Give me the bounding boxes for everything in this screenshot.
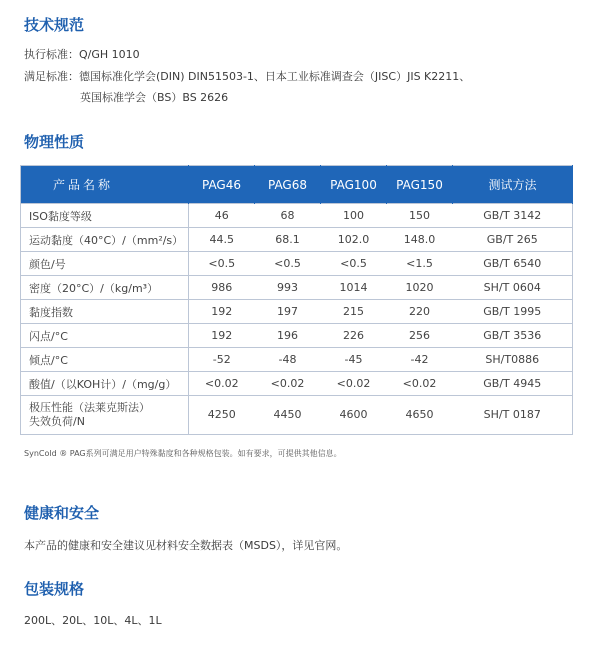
packaging-heading: 包装规格 (24, 580, 85, 598)
cell: 102.0 (321, 228, 387, 252)
row-name: 运动黏度（40°C）/（mm²/s） (21, 228, 189, 252)
cell-method: GB/T 3536 (453, 324, 573, 348)
cell: 150 (387, 204, 453, 228)
cell: 1020 (387, 276, 453, 300)
header-pag150: PAG150 (387, 166, 453, 204)
table-footnote: SynCold ® PAG系列可满足用户特殊黏度和各种规格包装。如有要求，可提供其他信息。 (24, 449, 342, 458)
physical-properties-heading: 物理性质 (24, 133, 85, 151)
cell: 192 (189, 300, 255, 324)
table-row (21, 396, 573, 435)
header-pag46: PAG46 (189, 166, 255, 204)
table-header-row (21, 166, 573, 204)
cell: -52 (189, 348, 255, 372)
table-row (21, 252, 573, 276)
health-safety-text: 本产品的健康和安全建议见材料安全数据表（MSDS），详见官网。 (24, 539, 348, 552)
cell: 100 (321, 204, 387, 228)
cell-method: GB/T 3142 (453, 204, 573, 228)
cell-method: GB/T 1995 (453, 300, 573, 324)
row-name: 闪点/°C (21, 324, 189, 348)
exec-standard: 执行标准：Q/GH 1010 (24, 48, 140, 61)
cell: 196 (255, 324, 321, 348)
table-row (21, 276, 573, 300)
cell: 256 (387, 324, 453, 348)
cell: <0.02 (321, 372, 387, 396)
cell: 4650 (387, 396, 453, 435)
cell-method: GB/T 265 (453, 228, 573, 252)
row-name: 颜色/号 (21, 252, 189, 276)
tech-spec-heading: 技术规范 (24, 16, 85, 34)
cell: -42 (387, 348, 453, 372)
cell: 226 (321, 324, 387, 348)
cell: 986 (189, 276, 255, 300)
header-pag100: PAG100 (321, 166, 387, 204)
meets-standard-line2: 英国标准学会（BS）BS 2626 (80, 91, 229, 104)
cell: <0.5 (189, 252, 255, 276)
cell-method: SH/T0886 (453, 348, 573, 372)
properties-table (20, 165, 573, 435)
packaging-text: 200L、20L、10L、4L、1L (24, 614, 162, 627)
cell: 46 (189, 204, 255, 228)
cell-method: SH/T 0187 (453, 396, 573, 435)
table-row (21, 204, 573, 228)
cell: 4450 (255, 396, 321, 435)
header-test-method: 测试方法 (453, 166, 573, 204)
header-pag68: PAG68 (255, 166, 321, 204)
cell: 44.5 (189, 228, 255, 252)
row-name: 酸值/（以KOH计）/（mg/g） (21, 372, 189, 396)
cell-method: SH/T 0604 (453, 276, 573, 300)
table-row (21, 228, 573, 252)
header-product-name: 产品名称 (21, 166, 189, 204)
meets-standard-line1: 满足标准：德国标准化学会(DIN) DIN51503-1、日本工业标准调查会（JISC）JIS K2211、 (24, 70, 471, 83)
row-name: 密度（20°C）/（kg/m³） (21, 276, 189, 300)
row-name: 倾点/°C (21, 348, 189, 372)
cell: -45 (321, 348, 387, 372)
row-name-line1: 极压性能（法莱克斯法） (29, 401, 150, 414)
table-row (21, 348, 573, 372)
table-row (21, 372, 573, 396)
table-row (21, 324, 573, 348)
cell: <0.02 (189, 372, 255, 396)
cell: 215 (321, 300, 387, 324)
row-name: 黏度指数 (21, 300, 189, 324)
cell: -48 (255, 348, 321, 372)
cell: <1.5 (387, 252, 453, 276)
cell: 4250 (189, 396, 255, 435)
cell: 993 (255, 276, 321, 300)
cell: 220 (387, 300, 453, 324)
cell: <0.02 (387, 372, 453, 396)
cell-method: GB/T 6540 (453, 252, 573, 276)
cell: 68 (255, 204, 321, 228)
health-safety-heading: 健康和安全 (24, 504, 100, 522)
row-name: ISO黏度等级 (21, 204, 189, 228)
cell: 197 (255, 300, 321, 324)
cell: <0.5 (321, 252, 387, 276)
table-row (21, 300, 573, 324)
cell-method: GB/T 4945 (453, 372, 573, 396)
cell: 192 (189, 324, 255, 348)
cell: 68.1 (255, 228, 321, 252)
cell: 4600 (321, 396, 387, 435)
row-name-line2: 失效负荷/N (29, 415, 85, 428)
row-name (21, 396, 189, 435)
cell: 1014 (321, 276, 387, 300)
cell: 148.0 (387, 228, 453, 252)
cell: <0.5 (255, 252, 321, 276)
cell: <0.02 (255, 372, 321, 396)
